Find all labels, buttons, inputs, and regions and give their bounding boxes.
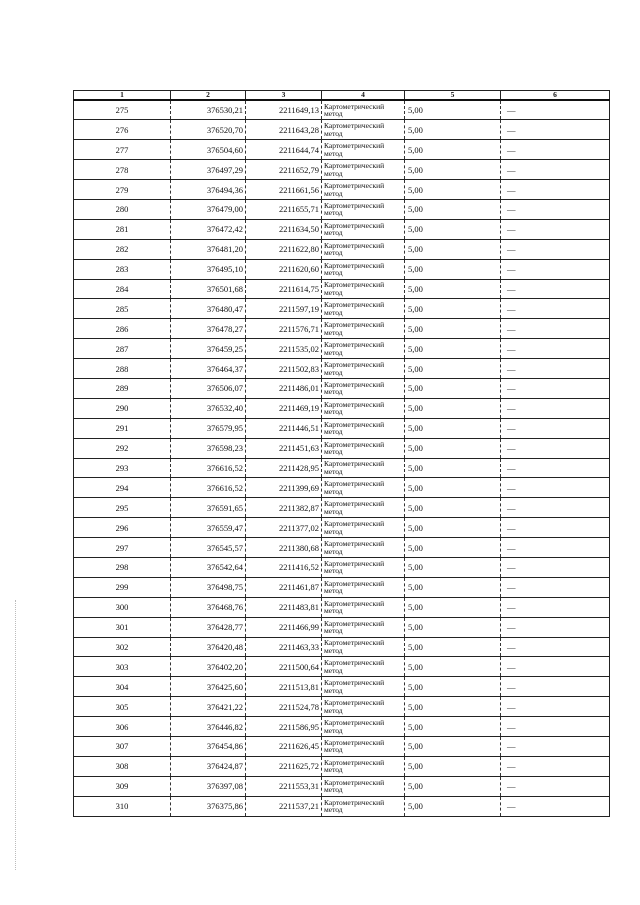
coord-y-cell: 2211380,68 (246, 538, 322, 558)
table-row (74, 677, 610, 697)
table-row (74, 737, 610, 757)
accuracy-cell: 5,00 (405, 418, 501, 438)
method-cell: Картометрический метод (322, 597, 405, 617)
coord-y-cell: 2211644,74 (246, 140, 322, 160)
accuracy-cell: 5,00 (405, 359, 501, 379)
coord-x-cell: 376454,86 (171, 737, 246, 757)
method-cell: Картометрический метод (322, 677, 405, 697)
method-cell: Картометрический метод (322, 518, 405, 538)
note-cell: — (501, 359, 610, 379)
coord-y-cell: 2211500,64 (246, 657, 322, 677)
note-cell: — (501, 677, 610, 697)
accuracy-cell: 5,00 (405, 677, 501, 697)
method-cell: Картометрический метод (322, 557, 405, 577)
coord-y-cell: 2211652,79 (246, 160, 322, 180)
coord-y-cell: 2211486,01 (246, 378, 322, 398)
accuracy-cell: 5,00 (405, 180, 501, 200)
accuracy-cell: 5,00 (405, 160, 501, 180)
method-cell: Картометрический метод (322, 339, 405, 359)
table-row (74, 518, 610, 538)
coord-y-cell: 2211524,78 (246, 697, 322, 717)
column-header: 1 (74, 91, 171, 101)
coord-x-cell: 376428,77 (171, 617, 246, 637)
note-cell: — (501, 339, 610, 359)
column-header: 5 (405, 91, 501, 101)
coord-y-cell: 2211463,33 (246, 637, 322, 657)
point-number-cell: 296 (74, 518, 171, 538)
point-number-cell: 295 (74, 498, 171, 518)
point-number-cell: 309 (74, 776, 171, 796)
coord-x-cell: 376532,40 (171, 398, 246, 418)
point-number-cell: 277 (74, 140, 171, 160)
note-cell: — (501, 100, 610, 120)
coord-x-cell: 376424,87 (171, 756, 246, 776)
point-number-cell: 307 (74, 737, 171, 757)
point-number-cell: 303 (74, 657, 171, 677)
coord-x-cell: 376616,52 (171, 478, 246, 498)
column-header: 4 (322, 91, 405, 101)
table-row (74, 239, 610, 259)
accuracy-cell: 5,00 (405, 538, 501, 558)
coord-x-cell: 376497,29 (171, 160, 246, 180)
accuracy-cell: 5,00 (405, 199, 501, 219)
method-cell: Картометрический метод (322, 279, 405, 299)
method-cell: Картометрический метод (322, 239, 405, 259)
note-cell: — (501, 697, 610, 717)
point-number-cell: 293 (74, 458, 171, 478)
method-cell: Картометрический метод (322, 756, 405, 776)
note-cell: — (501, 657, 610, 677)
point-number-cell: 310 (74, 796, 171, 816)
point-number-cell: 289 (74, 378, 171, 398)
note-cell: — (501, 557, 610, 577)
table-row (74, 657, 610, 677)
note-cell: — (501, 438, 610, 458)
note-cell: — (501, 756, 610, 776)
point-number-cell: 306 (74, 717, 171, 737)
coord-y-cell: 2211469,19 (246, 398, 322, 418)
table-row (74, 697, 610, 717)
table-row (74, 120, 610, 140)
coord-x-cell: 376616,52 (171, 458, 246, 478)
method-cell: Картометрический метод (322, 657, 405, 677)
coord-x-cell: 376459,25 (171, 339, 246, 359)
coord-x-cell: 376420,48 (171, 637, 246, 657)
accuracy-cell: 5,00 (405, 478, 501, 498)
table-row (74, 717, 610, 737)
accuracy-cell: 5,00 (405, 279, 501, 299)
accuracy-cell: 5,00 (405, 557, 501, 577)
coord-x-cell: 376506,07 (171, 378, 246, 398)
method-cell: Картометрический метод (322, 418, 405, 438)
method-cell: Картометрический метод (322, 180, 405, 200)
note-cell: — (501, 140, 610, 160)
note-cell: — (501, 776, 610, 796)
coord-x-cell: 376478,27 (171, 319, 246, 339)
coord-y-cell: 2211502,83 (246, 359, 322, 379)
coord-x-cell: 376421,22 (171, 697, 246, 717)
point-number-cell: 301 (74, 617, 171, 637)
method-cell: Картометрический метод (322, 219, 405, 239)
method-cell: Картометрический метод (322, 299, 405, 319)
column-header: 3 (246, 91, 322, 101)
note-cell: — (501, 378, 610, 398)
accuracy-cell: 5,00 (405, 518, 501, 538)
point-number-cell: 298 (74, 557, 171, 577)
method-cell: Картометрический метод (322, 697, 405, 717)
coord-y-cell: 2211643,28 (246, 120, 322, 140)
coord-x-cell: 376545,57 (171, 538, 246, 558)
accuracy-cell: 5,00 (405, 776, 501, 796)
coord-x-cell: 376479,00 (171, 199, 246, 219)
point-number-cell: 302 (74, 637, 171, 657)
accuracy-cell: 5,00 (405, 398, 501, 418)
accuracy-cell: 5,00 (405, 438, 501, 458)
accuracy-cell: 5,00 (405, 299, 501, 319)
coord-y-cell: 2211661,56 (246, 180, 322, 200)
method-cell: Картометрический метод (322, 796, 405, 816)
coord-y-cell: 2211466,99 (246, 617, 322, 637)
note-cell: — (501, 737, 610, 757)
coord-y-cell: 2211620,60 (246, 259, 322, 279)
note-cell: — (501, 398, 610, 418)
coord-x-cell: 376504,60 (171, 140, 246, 160)
method-cell: Картометрический метод (322, 577, 405, 597)
column-header: 6 (501, 91, 610, 101)
method-cell: Картометрический метод (322, 438, 405, 458)
accuracy-cell: 5,00 (405, 140, 501, 160)
accuracy-cell: 5,00 (405, 577, 501, 597)
coord-x-cell: 376579,95 (171, 418, 246, 438)
method-cell: Картометрический метод (322, 100, 405, 120)
note-cell: — (501, 180, 610, 200)
coord-y-cell: 2211399,69 (246, 478, 322, 498)
table-row (74, 100, 610, 120)
note-cell: — (501, 259, 610, 279)
point-number-cell: 304 (74, 677, 171, 697)
table-row (74, 219, 610, 239)
coord-x-cell: 376520,70 (171, 120, 246, 140)
method-cell: Картометрический метод (322, 259, 405, 279)
coord-x-cell: 376494,36 (171, 180, 246, 200)
point-number-cell: 308 (74, 756, 171, 776)
coord-x-cell: 376446,82 (171, 717, 246, 737)
table-row (74, 597, 610, 617)
point-number-cell: 280 (74, 199, 171, 219)
table-row (74, 557, 610, 577)
accuracy-cell: 5,00 (405, 657, 501, 677)
coord-y-cell: 2211586,95 (246, 717, 322, 737)
note-cell: — (501, 637, 610, 657)
note-cell: — (501, 597, 610, 617)
point-number-cell: 292 (74, 438, 171, 458)
table-row (74, 796, 610, 816)
coord-x-cell: 376468,76 (171, 597, 246, 617)
coord-y-cell: 2211649,13 (246, 100, 322, 120)
table-row (74, 478, 610, 498)
table-row (74, 359, 610, 379)
note-cell: — (501, 279, 610, 299)
note-cell: — (501, 577, 610, 597)
accuracy-cell: 5,00 (405, 697, 501, 717)
accuracy-cell: 5,00 (405, 737, 501, 757)
coord-x-cell: 376481,20 (171, 239, 246, 259)
note-cell: — (501, 299, 610, 319)
point-number-cell: 297 (74, 538, 171, 558)
coord-y-cell: 2211634,50 (246, 219, 322, 239)
note-cell: — (501, 617, 610, 637)
table-row (74, 339, 610, 359)
coord-x-cell: 376542,64 (171, 557, 246, 577)
table-row (74, 776, 610, 796)
coord-y-cell: 2211655,71 (246, 199, 322, 219)
coord-x-cell: 376495,10 (171, 259, 246, 279)
accuracy-cell: 5,00 (405, 458, 501, 478)
coord-x-cell: 376425,60 (171, 677, 246, 697)
point-number-cell: 291 (74, 418, 171, 438)
accuracy-cell: 5,00 (405, 756, 501, 776)
accuracy-cell: 5,00 (405, 319, 501, 339)
coord-y-cell: 2211451,63 (246, 438, 322, 458)
point-number-cell: 287 (74, 339, 171, 359)
coord-x-cell: 376375,86 (171, 796, 246, 816)
coord-y-cell: 2211446,51 (246, 418, 322, 438)
point-number-cell: 276 (74, 120, 171, 140)
method-cell: Картометрический метод (322, 120, 405, 140)
accuracy-cell: 5,00 (405, 498, 501, 518)
method-cell: Картометрический метод (322, 359, 405, 379)
method-cell: Картометрический метод (322, 478, 405, 498)
table-row (74, 438, 610, 458)
coord-x-cell: 376472,42 (171, 219, 246, 239)
point-number-cell: 281 (74, 219, 171, 239)
coord-y-cell: 2211513,81 (246, 677, 322, 697)
table-row (74, 538, 610, 558)
point-number-cell: 294 (74, 478, 171, 498)
method-cell: Картометрический метод (322, 458, 405, 478)
coord-y-cell: 2211626,45 (246, 737, 322, 757)
coord-y-cell: 2211597,19 (246, 299, 322, 319)
accuracy-cell: 5,00 (405, 796, 501, 816)
point-number-cell: 300 (74, 597, 171, 617)
coord-y-cell: 2211382,87 (246, 498, 322, 518)
coord-x-cell: 376559,47 (171, 518, 246, 538)
point-number-cell: 283 (74, 259, 171, 279)
accuracy-cell: 5,00 (405, 339, 501, 359)
point-number-cell: 282 (74, 239, 171, 259)
point-number-cell: 284 (74, 279, 171, 299)
coord-y-cell: 2211622,80 (246, 239, 322, 259)
note-cell: — (501, 717, 610, 737)
table-header-row (74, 91, 610, 101)
scan-margin-marks (15, 600, 17, 870)
method-cell: Картометрический метод (322, 717, 405, 737)
coord-x-cell: 376591,65 (171, 498, 246, 518)
table-row (74, 259, 610, 279)
method-cell: Картометрический метод (322, 199, 405, 219)
table-row (74, 458, 610, 478)
point-number-cell: 299 (74, 577, 171, 597)
table-row (74, 498, 610, 518)
coord-x-cell: 376501,68 (171, 279, 246, 299)
note-cell: — (501, 120, 610, 140)
accuracy-cell: 5,00 (405, 617, 501, 637)
method-cell: Картометрический метод (322, 398, 405, 418)
accuracy-cell: 5,00 (405, 120, 501, 140)
table-row (74, 756, 610, 776)
method-cell: Картометрический метод (322, 319, 405, 339)
note-cell: — (501, 796, 610, 816)
note-cell: — (501, 239, 610, 259)
table-row (74, 199, 610, 219)
method-cell: Картометрический метод (322, 378, 405, 398)
coord-y-cell: 2211377,02 (246, 518, 322, 538)
table-row (74, 418, 610, 438)
table-row (74, 279, 610, 299)
point-number-cell: 278 (74, 160, 171, 180)
coord-y-cell: 2211553,31 (246, 776, 322, 796)
method-cell: Картометрический метод (322, 140, 405, 160)
coord-x-cell: 376498,75 (171, 577, 246, 597)
note-cell: — (501, 518, 610, 538)
accuracy-cell: 5,00 (405, 637, 501, 657)
point-number-cell: 285 (74, 299, 171, 319)
note-cell: — (501, 418, 610, 438)
coord-x-cell: 376530,21 (171, 100, 246, 120)
accuracy-cell: 5,00 (405, 717, 501, 737)
accuracy-cell: 5,00 (405, 378, 501, 398)
note-cell: — (501, 319, 610, 339)
table-row (74, 180, 610, 200)
coordinates-table (73, 90, 610, 817)
accuracy-cell: 5,00 (405, 100, 501, 120)
table-row (74, 160, 610, 180)
note-cell: — (501, 219, 610, 239)
note-cell: — (501, 458, 610, 478)
note-cell: — (501, 160, 610, 180)
note-cell: — (501, 498, 610, 518)
table-row (74, 617, 610, 637)
coord-y-cell: 2211625,72 (246, 756, 322, 776)
accuracy-cell: 5,00 (405, 597, 501, 617)
coord-x-cell: 376598,23 (171, 438, 246, 458)
coord-x-cell: 376402,20 (171, 657, 246, 677)
point-number-cell: 279 (74, 180, 171, 200)
coord-y-cell: 2211614,75 (246, 279, 322, 299)
accuracy-cell: 5,00 (405, 219, 501, 239)
point-number-cell: 286 (74, 319, 171, 339)
point-number-cell: 290 (74, 398, 171, 418)
table-row (74, 577, 610, 597)
method-cell: Картометрический метод (322, 776, 405, 796)
column-header: 2 (171, 91, 246, 101)
note-cell: — (501, 538, 610, 558)
coord-x-cell: 376464,37 (171, 359, 246, 379)
coord-x-cell: 376397,08 (171, 776, 246, 796)
table-row (74, 319, 610, 339)
table-row (74, 378, 610, 398)
coord-y-cell: 2211537,21 (246, 796, 322, 816)
coord-y-cell: 2211461,87 (246, 577, 322, 597)
method-cell: Картометрический метод (322, 498, 405, 518)
accuracy-cell: 5,00 (405, 259, 501, 279)
point-number-cell: 305 (74, 697, 171, 717)
method-cell: Картометрический метод (322, 160, 405, 180)
table-row (74, 637, 610, 657)
method-cell: Картометрический метод (322, 538, 405, 558)
note-cell: — (501, 478, 610, 498)
coord-x-cell: 376480,47 (171, 299, 246, 319)
coord-y-cell: 2211416,52 (246, 557, 322, 577)
accuracy-cell: 5,00 (405, 239, 501, 259)
coord-y-cell: 2211483,81 (246, 597, 322, 617)
coord-y-cell: 2211535,02 (246, 339, 322, 359)
coord-y-cell: 2211576,71 (246, 319, 322, 339)
point-number-cell: 275 (74, 100, 171, 120)
note-cell: — (501, 199, 610, 219)
table-row (74, 398, 610, 418)
method-cell: Картометрический метод (322, 737, 405, 757)
table-row (74, 140, 610, 160)
method-cell: Картометрический метод (322, 617, 405, 637)
method-cell: Картометрический метод (322, 637, 405, 657)
coord-y-cell: 2211428,95 (246, 458, 322, 478)
table-row (74, 299, 610, 319)
point-number-cell: 288 (74, 359, 171, 379)
